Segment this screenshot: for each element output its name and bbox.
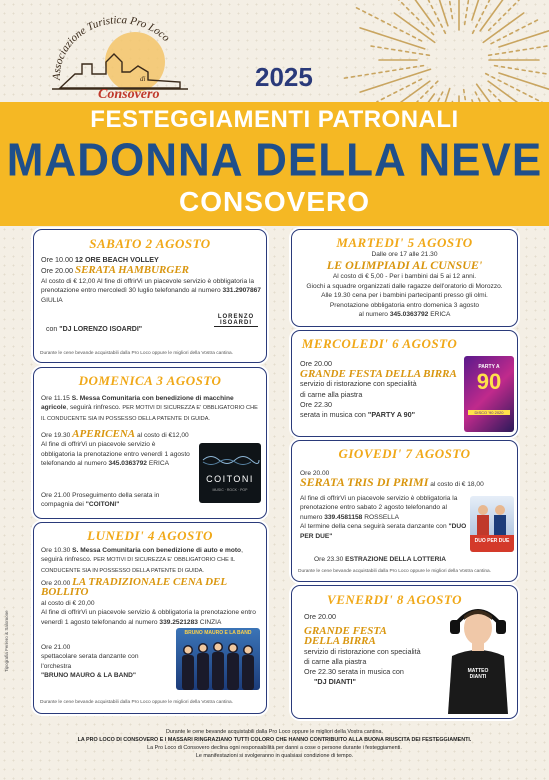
logo-di: di bbox=[140, 75, 146, 83]
burst-ray bbox=[499, 28, 549, 47]
burst-ray bbox=[472, 0, 484, 20]
burst-ray bbox=[377, 79, 422, 102]
printer-credit: Tipografia Ferrero & Salomone bbox=[4, 610, 9, 672]
bottom-notes: Durante le cene bevande acquistabili dalla Pro Loco oppure le migliori della Vostra cantina. LA PRO LOCO DI CONSOVERO E I MASSARI RINGRAZIANO TUTTI COLORO CHE HANNO CONTRIBUITO ALLA BUONA RIUSCITA DEI FESTEGGIAMENTI. La Pro Loco di Consovero declina ogni responsabilità per danni a cose o persone durante i festeggiamenti. Le manifestazioni si svolgeranno in qualsiasi condizione di tempo. bbox=[77, 729, 472, 759]
burst-ray bbox=[489, 0, 541, 30]
burst-ray bbox=[495, 66, 549, 75]
lottery: ESTRAZIONE DELLA LOTTERIA bbox=[345, 556, 447, 563]
burst-ray bbox=[406, 0, 445, 33]
day-title: DOMENICA 3 AGOSTO bbox=[78, 373, 222, 388]
time: Ore 10.00 bbox=[41, 255, 73, 264]
day-title: VENERDI' 8 AGOSTO bbox=[327, 592, 462, 607]
burst-ray bbox=[344, 66, 423, 79]
card-lunedi: LUNEDI' 4 AGOSTO Ore 10.30 S. Messa Comunitaria con benedizione di auto e moto, seguirà rinfresco. PER MOTIVI DI SICUREZZA E' OBBLIGATORIO CHE IL CONDUCENTE SIA IN POSSESSO DELLA PATENTE DI GUIDA. Ore 20.00 LA TRADIZIONALE CENA DEL BOLLITO al costo di € 20,00 Al fine di offrirVi un piacevole servizio & obbligatoria la prenotazione entro venerdì 1 agosto telefonando al numero 339.2521283 CINZIA Ore 21.00 spettacolare serata danzante con l'orchestra "BRUNO MAURO & LA BAND" BRUNO MAURO E LA BAND Durante le cene bevande acquistabili dalla Pro Loco oppure le migliori della Vostra cantina. bbox=[33, 522, 267, 714]
burst-ray bbox=[489, 42, 549, 55]
band-photo: BRUNO MAURO E LA BAND bbox=[176, 628, 260, 690]
dj-logo: LORENZO ISOARDI bbox=[214, 314, 258, 327]
footer-note: Durante le cene bevande acquistabili dalla Pro Loco oppure le migliori della Vostra cantina. bbox=[298, 569, 492, 574]
card-venerdi: VENERDI' 8 AGOSTO Ore 20.00 GRANDE FESTA DELLA BIRRA servizio di ristorazione con specialità di carne alla piastra Ore 22.30 serata in musica con "DJ DIANTI" MATTEO DIANTI bbox=[291, 585, 518, 719]
burst-ray bbox=[434, 0, 448, 26]
card-sabato: SABATO 2 AGOSTO Ore 10.00 12 ORE BEACH VOLLEY Ore 20.00 SERATA HAMBURGER Al costo di € 12,00 Al fine di offrirVi un piacevole servizio è obbligatoria la prenotazione entro mercoledì 30 luglio telefonando al numero 331.2907867 GIULIA con "DJ LORENZO ISOARDI" LORENZO ISOARDI Durante le cene bevande acquistabili dalla Pro Loco oppure le migliori della Vostra cantina. bbox=[33, 229, 267, 363]
party-90-image: PARTY A 90 DISCO '90 2020 bbox=[464, 356, 514, 432]
phone: 339.2521283 bbox=[159, 618, 198, 626]
burst-ray bbox=[499, 73, 549, 92]
footer-note: Durante le cene bevande acquistabili dalla Pro Loco oppure le migliori della Vostra cantina. bbox=[40, 700, 234, 705]
card-mercoledi: MERCOLEDI' 6 AGOSTO Ore 20.00 GRANDE FESTA DELLA BIRRA servizio di ristorazione con specialità di carne alla piastra Ore 22.30 serata in musica con "PARTY A 90" PARTY A 90 DISCO '90 2020 bbox=[291, 330, 518, 437]
logo-arc-text: Associazione Turistica Pro Loco bbox=[50, 14, 172, 81]
dj-name: "DJ LORENZO ISOARDI" bbox=[59, 326, 143, 333]
phone: 345.0363792 bbox=[389, 311, 429, 319]
band-name: "COITONI" bbox=[85, 501, 120, 509]
day-title: MARTEDI' 5 AGOSTO bbox=[336, 235, 473, 250]
logo-town: Consovero bbox=[98, 87, 160, 100]
phone: 339.4581158 bbox=[324, 513, 363, 521]
event-title: APERICENA bbox=[72, 428, 136, 440]
card-martedi: MARTEDI' 5 AGOSTO Dalle ore 17 alle 21.30 LE OLIMPIADI AL CUNSUE' Al costo di € 5,00 - Per i bambini dai 5 ai 12 anni. Giochi a squadre organizzati dalle ragazze dell'oratorio di Morozzo. Alle 19.30 cena per i bambini partecipanti presso gli olmi. Prenotazione obbligatoria entro domenica 3 agosto al numero 345.0363792 ERICA bbox=[291, 229, 518, 327]
event-title: LA TRADIZIONALE CENA DEL BOLLITO bbox=[41, 576, 227, 599]
band-name: "PARTY A 90" bbox=[367, 410, 416, 420]
title-festeggiamenti: FESTEGGIAMENTI PATRONALI bbox=[90, 106, 459, 133]
burst-ray bbox=[445, 0, 453, 19]
card-domenica: DOMENICA 3 AGOSTO Ore 11.15 S. Messa Comunitaria con benedizione di macchine agricole, seguirà rinfresco. PER MOTIVI DI SICUREZZA E' OBBLIGATORIO CHE IL CONDUCENTE SIA IN POSSESSO DELLA PATENTE DI GUIDA. Ore 19.30 APERICENA al costo di €12,00 Al fine di offrirVi un piacevole servizio è obbligatoria la prenotazione entro venerdì 1 agosto telefonando al numero 345.0363792 ERICA Ore 21.00 Proseguimento della serata in compagnia dei "COITONI" COITONI MUSIC · ROCK · POP bbox=[33, 367, 267, 519]
band-name: "DUO PER DUE" bbox=[300, 523, 467, 540]
duo-per-due-photo: DUO PER DUE bbox=[470, 496, 514, 552]
event-title: SERATA HAMBURGER bbox=[74, 264, 189, 277]
phone: 345.0363792 bbox=[108, 460, 147, 468]
band-name: "DJ DIANTI" bbox=[314, 677, 356, 687]
year: 2025 bbox=[255, 62, 313, 92]
day-title: GIOVEDI' 7 AGOSTO bbox=[338, 446, 471, 461]
card-giovedi: GIOVEDI' 7 AGOSTO Ore 20.00 SERATA TRIS DI PRIMI al costo di € 18,00 Al fine di offrirVi un piacevole servizio è obbligatoria la prenotazione entro sabato 2 agosto telefonando al numero 339.4581158 ROSSELLA Al termine della cena seguirà serata danzante con "DUO PER DUE" Ore 23.30 ESTRAZIONE DELLA LOTTERIA DUO PER DUE Durante le cene bevande acquistabili dalla Pro Loco oppure le migliori della Vostra cantina. bbox=[291, 440, 518, 582]
event-title: 12 ORE BEACH VOLLEY bbox=[74, 255, 159, 264]
event-title: GRANDE FESTA bbox=[304, 625, 387, 638]
phone: 331.2907867 bbox=[222, 287, 261, 295]
event-title: LE OLIMPIADI AL CUNSUE' bbox=[326, 258, 483, 273]
dj-dianti-photo: MATTEO DIANTI bbox=[442, 594, 514, 714]
time: Ore 20.00 bbox=[41, 266, 73, 276]
footer-note: Durante le cene bevande acquistabili dalla Pro Loco oppure le migliori della Vostra cantina. bbox=[40, 351, 234, 356]
coitoni-logo-image: COITONI MUSIC · ROCK · POP bbox=[199, 443, 261, 503]
pro-loco-logo bbox=[30, 10, 200, 100]
day-title: MERCOLEDI' 6 AGOSTO bbox=[301, 336, 458, 351]
band-name: "BRUNO MAURO & LA BAND" bbox=[41, 672, 137, 680]
day-title: LUNEDI' 4 AGOSTO bbox=[87, 528, 213, 543]
title-madonna: MADONNA DELLA NEVE bbox=[6, 134, 543, 187]
event-body: Al costo di € 12,00 Al fine di offrirVi un piacevole servizio è obbligatoria la prenotazione entro mercoledì 30 luglio telefonando al numero 331.2907867 GIULIA bbox=[41, 278, 261, 304]
title-consovero: CONSOVERO bbox=[178, 186, 371, 217]
event-title: GRANDE FESTA DELLA BIRRA bbox=[300, 368, 457, 381]
day-title: SABATO 2 AGOSTO bbox=[89, 236, 211, 251]
event-title: SERATA TRIS DI PRIMI bbox=[300, 475, 429, 490]
